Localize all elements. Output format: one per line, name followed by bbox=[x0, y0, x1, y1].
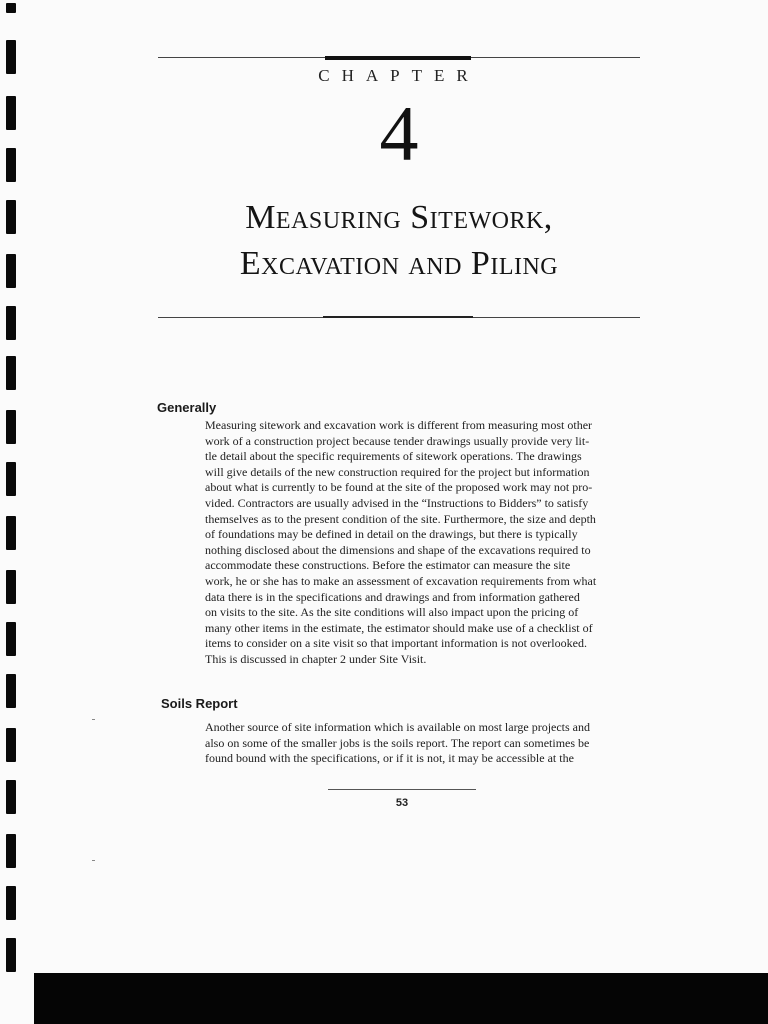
binder-mark bbox=[6, 834, 16, 868]
paragraph-line: tle detail about the specific requirements of sitework operations. The drawings bbox=[205, 449, 582, 464]
paragraph-line: work of a construction project because tender drawings usually provide very lit- bbox=[205, 433, 590, 448]
header-rule-accent bbox=[325, 56, 471, 60]
page-number: 53 bbox=[395, 797, 409, 809]
binder-mark bbox=[6, 462, 16, 496]
chapter-title bbox=[0, 195, 768, 287]
paragraph-line: about what is currently to be found at the site of the proposed work may not pro- bbox=[205, 480, 593, 495]
paragraph-line: Measuring sitework and excavation work is different from measuring most other bbox=[205, 418, 593, 432]
binder-mark bbox=[6, 780, 16, 814]
binder-mark bbox=[6, 728, 16, 762]
scan-speck bbox=[92, 719, 95, 720]
binder-mark bbox=[6, 886, 16, 920]
paragraph-line: on visits to the site. As the site conditions will also impact upon the pricing of bbox=[205, 605, 579, 620]
paragraph-line: accommodate these constructions. Before the estimator can measure the site bbox=[205, 558, 571, 573]
paragraph-generally bbox=[205, 418, 645, 668]
scan-speck bbox=[92, 860, 95, 861]
binder-mark bbox=[6, 3, 16, 13]
paragraph-line: nothing disclosed about the dimensions and shape of the excavations required to bbox=[205, 542, 591, 557]
chapter-label: CHAPTER bbox=[318, 66, 480, 85]
chapter-title-line: Excavation and Piling bbox=[239, 245, 559, 282]
section-heading-generally: Generally bbox=[157, 400, 217, 415]
scan-shadow-band bbox=[34, 973, 768, 1024]
paragraph-line: many other items in the estimate, the estimator should make use of a checklist of bbox=[205, 620, 593, 635]
paragraph-line: items to consider on a site visit so that important information is not overlooked. bbox=[205, 636, 587, 651]
binder-mark bbox=[6, 674, 16, 708]
binder-mark bbox=[6, 356, 16, 390]
paragraph-line: themselves as to the present condition of the site. Furthermore, the size and depth bbox=[205, 511, 596, 526]
chapter-number: 4 bbox=[379, 90, 419, 177]
binder-mark bbox=[6, 516, 16, 550]
paragraph-line: vided. Contractors are usually advised in the “Instructions to Bidders” to satisfy bbox=[205, 495, 589, 510]
paragraph-line: will give details of the new construction required for the project but information bbox=[205, 464, 590, 479]
binder-mark bbox=[6, 570, 16, 604]
binder-mark bbox=[6, 622, 16, 656]
paragraph-line: work, he or she has to make an assessment of excavation requirements from what bbox=[205, 573, 597, 588]
paragraph-line: also on some of the smaller jobs is the soils report. The report can sometimes be bbox=[205, 735, 590, 750]
paragraph-line: data there is in the specifications and drawings and from information gathered bbox=[205, 589, 580, 604]
chapter-title-line: Measuring Sitework, bbox=[245, 199, 553, 236]
paragraph-soils-report bbox=[205, 720, 645, 767]
binder-mark bbox=[6, 410, 16, 444]
section-heading-soils-report: Soils Report bbox=[161, 696, 238, 711]
paragraph-line: This is discussed in chapter 2 under Site Visit. bbox=[205, 651, 427, 666]
binder-mark bbox=[6, 306, 16, 340]
title-rule-accent bbox=[323, 316, 473, 318]
binder-mark bbox=[6, 938, 16, 972]
paragraph-line: of foundations may be defined in detail on the drawings, but there is typically bbox=[205, 527, 578, 542]
footer-rule bbox=[328, 789, 476, 790]
paragraph-line: found bound with the specifications, or if it is not, it may be accessible at the bbox=[205, 751, 574, 766]
paragraph-line: Another source of site information which is available on most large projects and bbox=[205, 720, 591, 734]
